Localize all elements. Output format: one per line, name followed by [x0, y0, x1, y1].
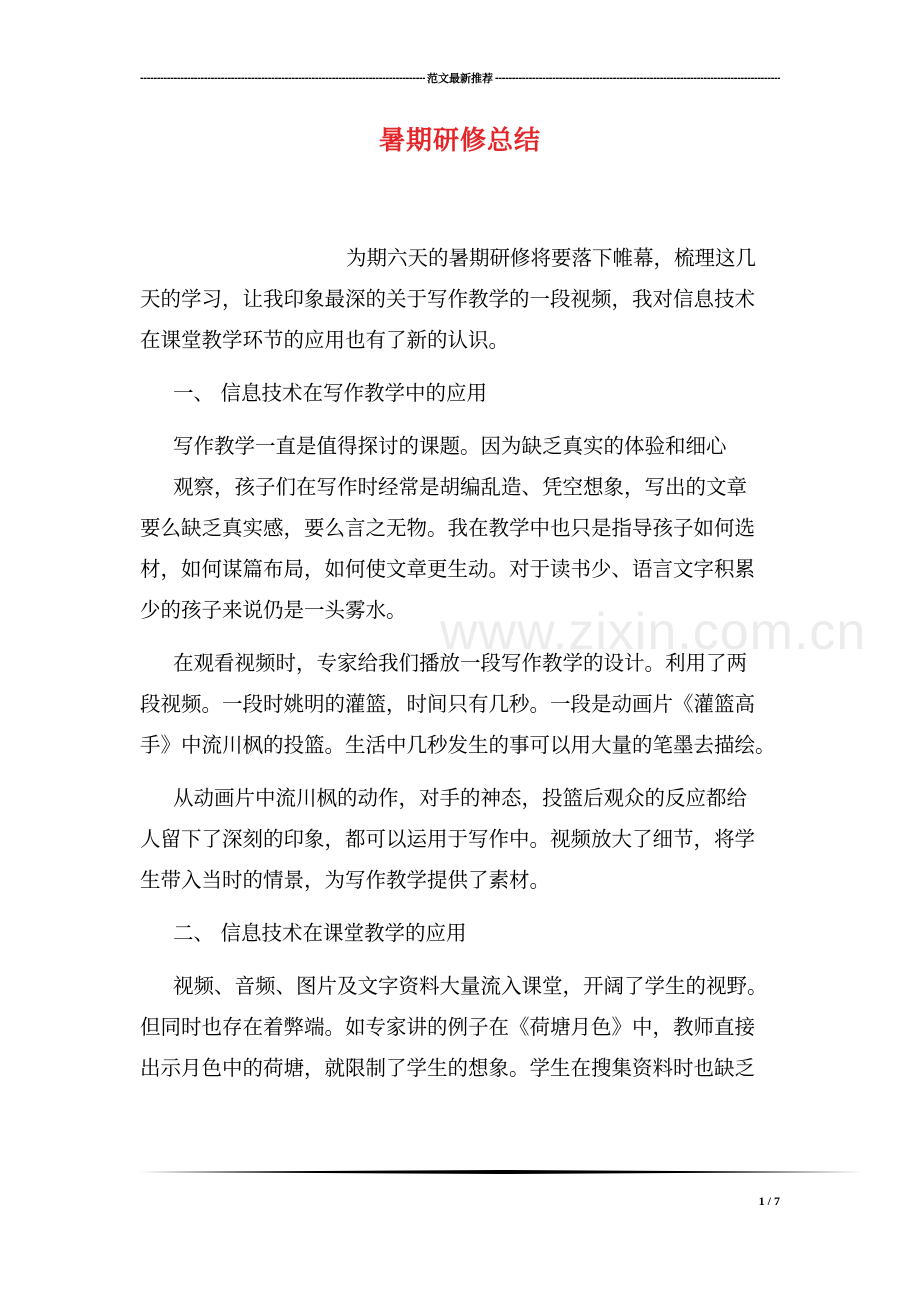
- header-line: [140, 70, 780, 86]
- paragraph-line: 人留下了深刻的印象，都可以运用于写作中。视频放大了细节，将学: [140, 827, 755, 851]
- paragraph-line: 但同时也存在着弊端。如专家讲的例子在《荷塘月色》中，教师直接: [140, 1015, 755, 1039]
- paragraph-line: 材，如何谋篇布局，如何使文章更生动。对于读书少、语言文字积累: [140, 557, 755, 581]
- paragraph-line: 写作教学一直是值得探讨的课题。因为缺乏真实的体验和细心: [173, 434, 727, 458]
- header-dashes-right: [495, 72, 780, 84]
- header-label: 范文最新推荐: [427, 73, 493, 85]
- footer-rule: [140, 1170, 862, 1174]
- page-number: 1 / 7: [758, 1194, 780, 1208]
- section-heading-1: 一、 信息技术在写作教学中的应用: [173, 381, 488, 405]
- header-dashes-left: [140, 72, 425, 84]
- document-title: 暑期研修总结: [378, 126, 541, 156]
- paragraph-line: 视频、音频、图片及文字资料大量流入课堂，开阔了学生的视野。: [173, 974, 768, 998]
- section-heading-2: 二、 信息技术在课堂教学的应用: [173, 921, 467, 945]
- paragraph-line: 在观看视频时，专家给我们播放一段写作教学的设计。利用了两: [173, 651, 747, 675]
- paragraph-line: 要么缺乏真实感，要么言之无物。我在教学中也只是指导孩子如何选: [140, 516, 755, 540]
- paragraph-line: 观察，孩子们在写作时经常是胡编乱造、凭空想象，写出的文章: [173, 475, 747, 499]
- paragraph-line: 为期六天的暑期研修将要落下帷幕，梳理这几: [346, 246, 756, 270]
- watermark: www.zixin.com.cn: [440, 603, 867, 661]
- paragraph-line: 手》中流川枫的投篮。生活中几秒发生的事可以用大量的笔墨去描绘。: [140, 733, 776, 757]
- paragraph-line: 天的学习，让我印象最深的关于写作教学的一段视频，我对信息技术: [140, 287, 755, 311]
- document-body: [140, 238, 785, 1089]
- paragraph-line: 段视频。一段时姚明的灌篮，时间只有几秒。一段是动画片《灌篮高: [140, 692, 755, 716]
- paragraph-line: 从动画片中流川枫的动作，对手的神态，投篮后观众的反应都给: [173, 786, 747, 810]
- paragraph-line: 出示月色中的荷塘，就限制了学生的想象。学生在搜集资料时也缺乏: [140, 1056, 755, 1080]
- paragraph-line: 生带入当时的情景，为写作教学提供了素材。: [140, 868, 550, 892]
- paragraph-line: 在课堂教学环节的应用也有了新的认识。: [140, 328, 509, 352]
- paragraph-line: 少的孩子来说仍是一头雾水。: [140, 598, 407, 622]
